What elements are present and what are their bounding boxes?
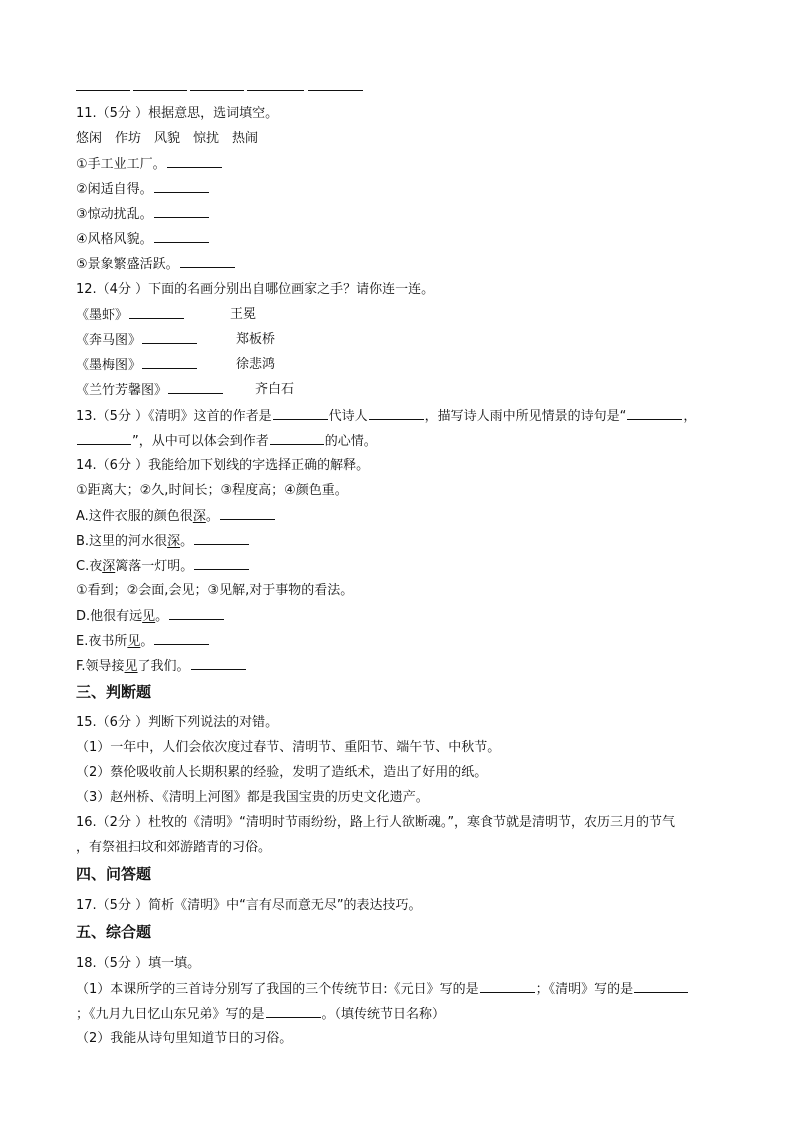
q14-definitions-2: ①看到；②会面,会见；③见解,对于事物的看法。	[76, 583, 354, 598]
answer-blank[interactable]	[154, 205, 209, 218]
answer-blank[interactable]	[167, 155, 222, 168]
answer-blank[interactable]	[129, 306, 184, 319]
answer-blank[interactable]	[273, 407, 328, 420]
q12-painter-1: 王冕	[230, 307, 257, 322]
q18-stem: 18.（5分 ）填一填。	[76, 956, 201, 971]
answer-line	[308, 90, 363, 91]
answer-blank[interactable]	[270, 432, 324, 445]
answer-blank[interactable]	[180, 255, 235, 268]
answer-blank[interactable]	[369, 407, 424, 420]
q18-line-1: （1）本课所学的三首诗分别写了我国的三个传统节日:《元日》写的是 ；《清明》写的是	[76, 980, 689, 999]
q15-statement-1: （1）一年中，人们会依次度过春节、清明节、重阳节、端午节、中秋节。	[76, 740, 501, 755]
q12-painting-3: 《墨梅图》	[76, 356, 198, 375]
q15-statement-3: （3）赵州桥、《清明上河图》都是我国宝贵的历史文化遗产。	[76, 790, 429, 805]
q11-item-3: ③惊动扰乱。	[76, 205, 210, 224]
q15-statement-2: （2）蔡伦吸收前人长期积累的经验，发明了造纸术，造出了好用的纸。	[76, 765, 488, 780]
q14-definitions-1: ①距离大；②久,时间长；③程度高；④颜色重。	[76, 483, 348, 498]
answer-blank[interactable]	[220, 507, 275, 520]
q14-item-a: A.这件衣服的颜色很深。	[76, 507, 276, 526]
answer-blank[interactable]	[266, 1005, 321, 1018]
q15-stem: 15.（6分 ）判断下列说法的对错。	[76, 715, 279, 730]
q12-painting-2: 《奔马图》	[76, 331, 198, 350]
answer-blank[interactable]	[168, 381, 223, 394]
q17-stem: 17.（5分 ）简析《清明》中“言有尽而意无尽”的表达技巧。	[76, 898, 422, 913]
q11-item-5: ⑤景象繁盛活跃。	[76, 255, 236, 274]
answer-blank[interactable]	[154, 632, 209, 645]
q18-line-3: （2）我能从诗句里知道节日的习俗。	[76, 1031, 293, 1046]
answer-blank[interactable]	[169, 607, 224, 620]
answer-blank[interactable]	[194, 557, 249, 570]
answer-blank[interactable]	[142, 356, 197, 369]
answer-line	[133, 90, 187, 91]
q12-painter-4: 齐白石	[255, 382, 295, 397]
q14-item-b: B.这里的河水很深。	[76, 532, 250, 551]
section-heading-comprehensive: 五、综合题	[76, 923, 152, 941]
answer-blank[interactable]	[480, 980, 535, 993]
q13-line-2: ”，从中可以体会到作者 的心情。	[76, 432, 377, 451]
q14-stem: 14.（6分 ）我能给加下划线的字选择正确的解释。	[76, 458, 370, 473]
q14-item-d: D.他很有远见。	[76, 607, 225, 626]
answer-blank[interactable]	[142, 331, 197, 344]
answer-blank[interactable]	[191, 657, 246, 670]
answer-blank[interactable]	[634, 980, 688, 993]
q12-painter-2: 郑板桥	[236, 332, 276, 347]
q13-line-1: 13.（5分 ）《清明》这首的作者是 代诗人 ，描写诗人雨中所见情景的诗句是“ ，	[76, 409, 697, 424]
q11-item-1: ①手工业工厂。	[76, 155, 223, 174]
q11-word-bank: 悠闲 作坊 风貌 惊扰 热闹	[76, 131, 259, 146]
q11-item-2: ②闲适自得。	[76, 180, 210, 199]
q16-line-2: ，有祭祖扫坟和郊游踏青的习俗。	[76, 840, 272, 855]
answer-blank[interactable]	[154, 230, 209, 243]
q11-stem: 11.（5分 ）根据意思，选词填空。	[76, 106, 279, 121]
q14-item-c: C.夜深篱落一灯明。	[76, 557, 250, 576]
q18-line-2: ；《九月九日忆山东兄弟》写的是 。（填传统节日名称）	[76, 1007, 446, 1022]
section-heading-judgment: 三、判断题	[76, 683, 152, 701]
section-heading-qa: 四、问答题	[76, 865, 152, 883]
answer-blank[interactable]	[154, 180, 209, 193]
answer-line	[76, 90, 130, 91]
answer-line	[247, 90, 304, 91]
q12-stem: 12.（4分 ）下面的名画分别出自哪位画家之手？请你连一连。	[76, 282, 435, 297]
q14-item-e: E.夜书所见。	[76, 632, 210, 651]
q12-painter-3: 徐悲鸿	[236, 357, 276, 372]
q16-line-1: 16.（2分 ）杜牧的《清明》“清明时节雨纷纷，路上行人欲断魂。”，寒食节就是清明节，农历三月的节气	[76, 815, 676, 830]
q14-item-f: F.领导接见了我们。	[76, 657, 247, 676]
answer-blank[interactable]	[194, 532, 249, 545]
answer-line	[190, 90, 244, 91]
answer-blank[interactable]	[77, 432, 131, 445]
answer-blank[interactable]	[627, 407, 682, 420]
q12-painting-1: 《墨虾》	[76, 306, 185, 325]
q12-painting-4: 《兰竹芳馨图》	[76, 381, 224, 400]
q11-item-4: ④风格风貌。	[76, 230, 210, 249]
